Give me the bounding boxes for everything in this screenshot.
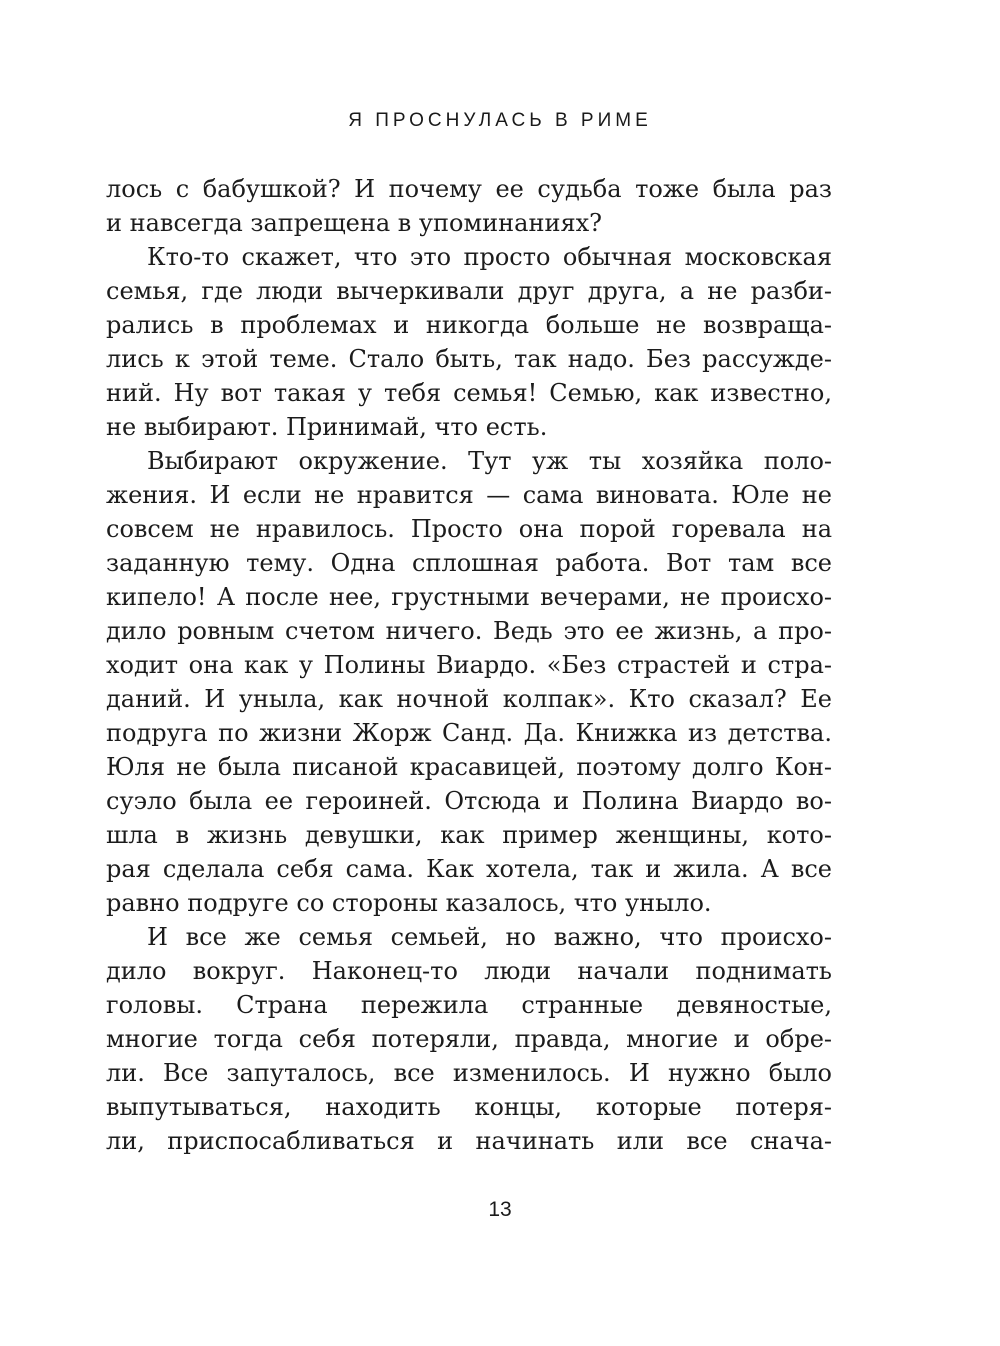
text-line: равно подруге со стороны казалось, что уныло. <box>106 889 712 917</box>
text-line: ходит она как у Полины Виардо. «Без страстей и стра- <box>106 651 832 679</box>
page-number: 13 <box>488 1198 512 1221</box>
text-line: заданную тему. Одна сплошная работа. Вот там все <box>106 549 832 577</box>
paragraph-first-line: Выбирают окружение. Тут уж ты хозяйка поло- <box>147 447 832 475</box>
text-line: лось с бабушкой? И почему ее судьба тоже была раз <box>106 175 832 203</box>
text-line: шла в жизнь девушки, как пример женщины, кото- <box>106 821 832 849</box>
paragraph-first-line: Кто-то скажет, что это просто обычная московская <box>147 243 832 271</box>
body-text <box>106 172 832 1158</box>
text-line: рая сделала себя сама. Как хотела, так и жила. А все <box>106 855 832 883</box>
text-line: Юля не была писаной красавицей, поэтому долго Кон- <box>106 753 832 781</box>
paragraph-first-line: И все же семья семьей, но важно, что происхо- <box>147 923 832 951</box>
text-line: совсем не нравилось. Просто она порой горевала на <box>106 515 832 543</box>
text-line: и навсегда запрещена в упоминаниях? <box>106 209 602 237</box>
running-head-title: Я ПРОСНУЛАСЬ В РИМЕ <box>348 110 652 131</box>
text-line: даний. И уныла, как ночной колпак». Кто сказал? Ее <box>106 685 832 713</box>
text-line: подруга по жизни Жорж Санд. Да. Книжка из детства. <box>106 719 832 747</box>
text-line: дило ровным счетом ничего. Ведь это ее жизнь, а про- <box>106 617 832 645</box>
text-line: ли, приспосабливаться и начинать или все снача- <box>106 1127 832 1155</box>
text-line: рались в проблемах и никогда больше не возвраща- <box>106 311 832 339</box>
text-line: выпутываться, находить концы, которые потеря- <box>106 1093 832 1121</box>
text-line: дило вокруг. Наконец-то люди начали поднимать <box>106 957 832 985</box>
text-line: ний. Ну вот такая у тебя семья! Семью, как известно, <box>106 379 832 407</box>
text-line: многие тогда себя потеряли, правда, многие и обре- <box>106 1025 832 1053</box>
text-line: не выбирают. Принимай, что есть. <box>106 413 548 441</box>
text-line: лись к этой теме. Стало быть, так надо. Без рассужде- <box>106 345 832 373</box>
text-line: кипело! А после нее, грустными вечерами, не происхо- <box>106 583 832 611</box>
text-line: ли. Все запуталось, все изменилось. И нужно было <box>106 1059 832 1087</box>
text-line: головы. Страна пережила странные девяностые, <box>106 991 832 1019</box>
text-line: семья, где люди вычеркивали друг друга, а не разби- <box>106 277 832 305</box>
text-line: жения. И если не нравится — сама виновата. Юле не <box>106 481 832 509</box>
text-line: суэло была ее героиней. Отсюда и Полина Виардо во- <box>106 787 832 815</box>
